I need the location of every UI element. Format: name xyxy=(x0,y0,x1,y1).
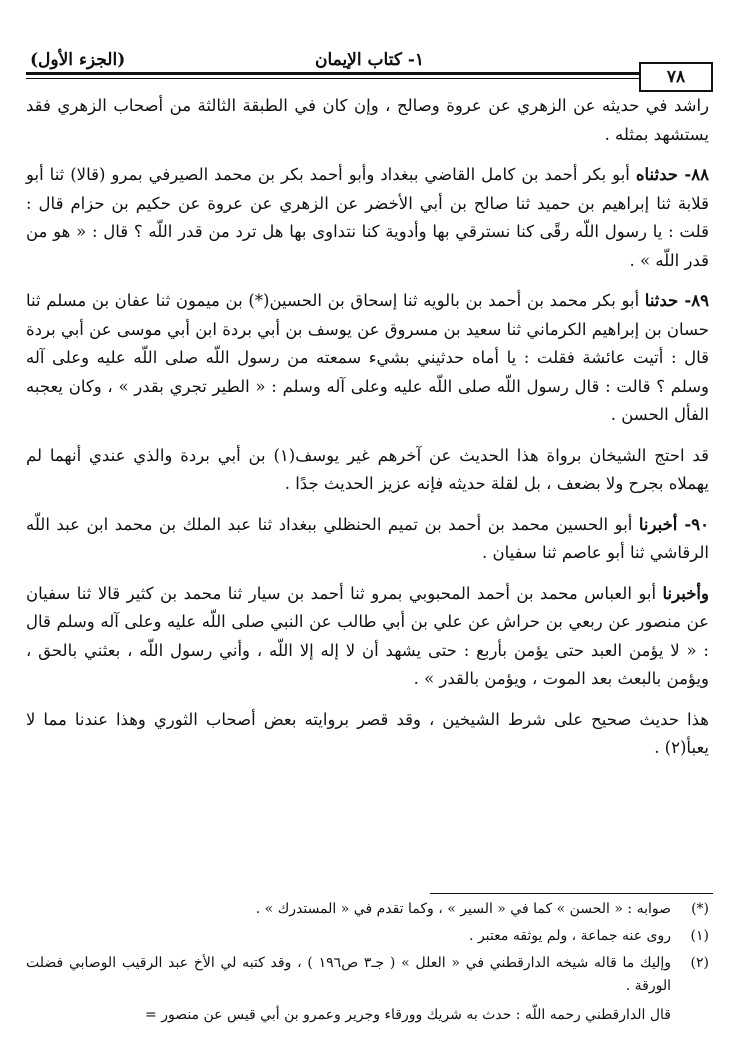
paragraph-text: أبو العباس محمد بن أحمد المحبوبي بمرو ثنا أحمد بن سيار ثنا محمد بن كثير قالا ثنا سفيان عن منصور عن ربعي بن حراش عن علي بن أبي طالب عن النبي صلى اللّه عليه وعلى آله وسلم قال : « لا يؤمن العبد حتى يؤمن بأربع : حتى يشهد أن لا إله إلا اللّه ، وأني رسول اللّه ، بعثني بالحق ، ويؤمن بالبعث بعد الموت ، ويؤمن بالقدر » . xyxy=(26,583,709,688)
volume-label: (الجزء الأول) xyxy=(30,50,126,70)
main-text xyxy=(26,92,709,775)
footnote-mark: (٢) xyxy=(690,955,709,971)
page-number: ٧٨ xyxy=(639,62,713,92)
footnote-mark: (*) xyxy=(691,901,709,917)
paragraph-lead: ٨٩- حدثنا xyxy=(644,291,709,310)
footnote xyxy=(26,952,709,998)
hadith-89 xyxy=(26,287,709,430)
footnote-text: روى عنه جماعة ، ولم يوثقه معتبر . xyxy=(469,928,671,944)
header-rule-thick xyxy=(26,72,713,75)
footnote-mark: (١) xyxy=(690,928,709,944)
paragraph-text: أبو الحسين محمد بن أحمد بن تميم الحنظلي ببغداد ثنا عبد الملك بن محمد ابن عبد اللّه الرقاشي ثنا أبو عاصم ثنا سفيان . xyxy=(26,514,709,562)
chapter-title: ١- كتاب الإيمان xyxy=(314,50,425,70)
paragraph-text: راشد في حديثه عن الزهري عن عروة وصالح ، وإن كان في الطبقة الثالثة من أصحاب الزهري فقد يستشهد بمثله . xyxy=(26,96,709,144)
footnote-text: وإليك ما قاله شيخه الدارقطني في « العلل » ( جـ٣ ص١٩٦ ) ، وقد كتبه لي الأخ عبد الرقيب الوصابي فضلت الورقة . xyxy=(26,955,671,994)
footnote xyxy=(26,925,709,948)
paragraph-text: هذا حديث صحيح على شرط الشيخين ، وقد قصر بروايته بعض أصحاب الثوري وهذا عندنا مما لا يعبأ(٢) . xyxy=(26,709,709,757)
header-rule-thin xyxy=(26,78,713,79)
footnote xyxy=(26,898,709,921)
paragraph-lead: وأخبرنا xyxy=(662,583,709,603)
paragraph-text: أبو بكر محمد بن أحمد بن بالويه ثنا إسحاق بن الحسين(*) بن ميمون ثنا عفان بن مسلم ثنا حسان بن إبراهيم الكرماني ثنا سعيد بن مسروق عن يوسف بن أبي بردة ابن أبي موسى عن أبي بردة قال : أتيت عائشة فقلت : يا أماه حدثيني بشيء سمعته من رسول اللّه صلى اللّه عليه وعلى آله وسلم ؟ قالت : قال رسول اللّه صلى اللّه عليه وعلى آله وسلم : « الطير تجري بقدر » ، وكان يعجبه الفأل الحسن . xyxy=(26,291,709,424)
footnotes xyxy=(26,898,709,1027)
paragraph xyxy=(26,580,709,694)
page-header xyxy=(26,14,713,87)
footnote-separator xyxy=(430,893,713,894)
paragraph-lead: ٨٨- حدثناه xyxy=(635,165,709,184)
paragraph-text: أبو بكر أحمد بن كامل القاضي ببغداد وأبو أحمد بكر بن محمد الصيرفي بمرو (قالا) ثنا أبو قلابة ثنا إبراهيم بن حميد ثنا صالح بن أبي الأخضر عن الزهري عن عروة عن حكيم بن حزام قال : قلت : يا رسول اللّه رقًى كنا نسترقي بها وأدوية كنا نتداوى بها هل ترد من قدر اللّه ؟ قال : « هو من قدر اللّه » . xyxy=(26,165,710,270)
paragraph xyxy=(26,442,709,499)
paragraph-lead: ٩٠- أخبرنا xyxy=(638,514,709,534)
paragraph xyxy=(26,706,709,763)
hadith-88 xyxy=(26,161,709,275)
footnote-text: صوابه : « الحسن » كما في « السير » ، وكما تقدم في « المستدرك » . xyxy=(255,901,671,917)
hadith-90 xyxy=(26,511,709,568)
paragraph-text: قد احتج الشيخان برواة هذا الحديث عن آخرهم غير يوسف(١) بن أبي بردة والذي عندي أنهما لم يهملاه بجرح ولا بضعف ، بل لقلة حديثه فإنه عزيز الحديث جدًا . xyxy=(26,445,709,493)
footnote-continuation: قال الدارقطني رحمه اللّه : حدث به شريك وورقاء وجرير وعمرو بن أبي قيس عن منصور = xyxy=(145,1007,671,1023)
paragraph xyxy=(26,92,709,149)
